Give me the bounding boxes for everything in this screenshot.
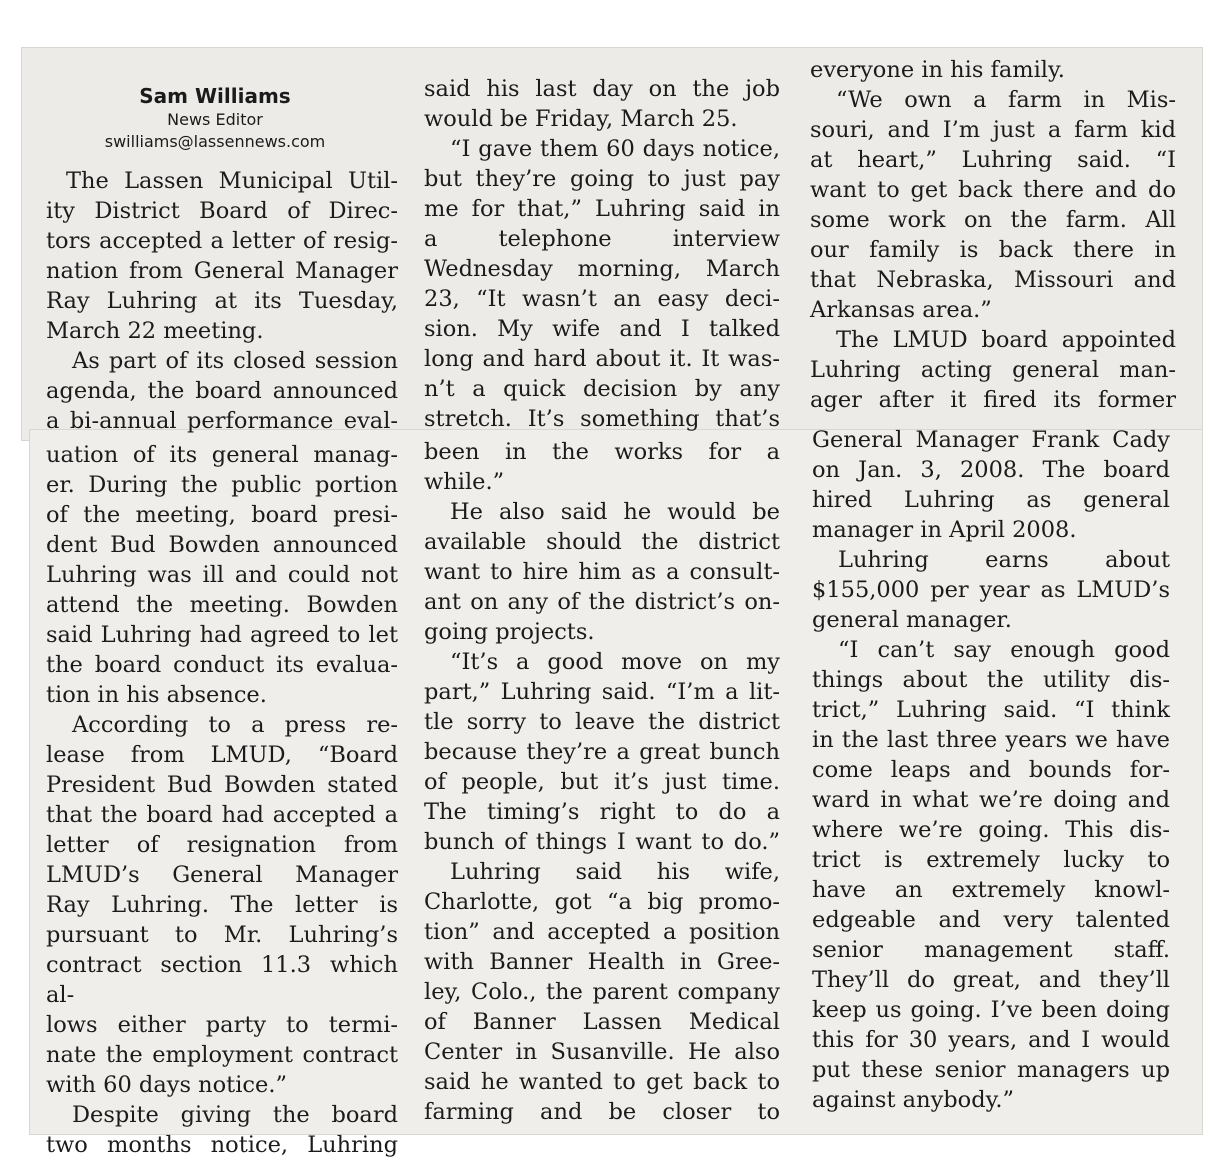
text-line: me for that,” Luhring said in — [424, 196, 780, 222]
text-line: General Manager Frank Cady — [812, 427, 1170, 453]
text-line: dent Bud Bowden announced — [46, 532, 398, 558]
text-line: President Bud Bowden stated — [46, 772, 398, 798]
text-line: March 22 meeting. — [46, 318, 264, 344]
text-line: keep us going. I’ve been doing — [812, 997, 1170, 1023]
column-1-bottom — [46, 440, 398, 1160]
text-line: of Banner Lassen Medical — [424, 1009, 780, 1035]
text-line: Despite giving the board — [72, 1102, 398, 1128]
text-line: ager after it fired its former — [810, 387, 1176, 413]
text-line: would be Friday, March 25. — [424, 106, 738, 132]
byline — [90, 83, 340, 153]
text-line: general manager. — [812, 607, 1012, 633]
text-line: tion in his absence. — [46, 682, 267, 708]
text-line: the board conduct its evalua- — [46, 652, 398, 678]
text-line: Luhring said his wife, — [450, 859, 780, 885]
text-line: said his last day on the job — [424, 76, 780, 102]
text-line: bunch of things I want to do.” — [424, 829, 780, 855]
column-1-top — [46, 166, 398, 436]
text-line: “I can’t say enough good — [838, 637, 1170, 663]
text-line: part,” Luhring said. “I’m a lit- — [424, 679, 780, 705]
text-line: want to hire him as a consult- — [424, 559, 780, 585]
text-line: ity District Board of Direc- — [46, 198, 398, 224]
text-line: “It’s a good move on my — [450, 649, 780, 675]
text-line: at heart,” Luhring said. “I — [810, 147, 1176, 173]
text-line: in the last three years we have — [812, 727, 1170, 753]
column-2-bottom — [424, 437, 780, 1127]
text-line: As part of its closed session — [72, 348, 398, 374]
column-3-bottom — [812, 425, 1170, 1115]
text-line: Luhring earns about — [838, 547, 1170, 573]
text-line: everyone in his family. — [810, 57, 1065, 83]
text-line: nation from General Manager — [46, 258, 398, 284]
text-line: uation of its general manag- — [46, 442, 398, 468]
text-line: going projects. — [424, 619, 595, 645]
text-line: Ray Luhring at its Tuesday, — [46, 288, 398, 314]
text-line: said he wanted to get back to — [424, 1069, 780, 1095]
text-line: Center in Susanville. He also — [424, 1039, 780, 1065]
text-line: a telephone interview — [424, 226, 780, 252]
text-line: He also said he would be — [450, 499, 780, 525]
text-line: tle sorry to leave the district — [424, 709, 780, 735]
text-line: They’ll do great, and they’ll — [812, 967, 1170, 993]
text-line: 23, “It wasn’t an easy deci- — [424, 286, 780, 312]
text-line: said Luhring had agreed to let — [46, 622, 398, 648]
text-line: The LMUD board appointed — [836, 327, 1176, 353]
text-line: been in the works for a — [424, 439, 780, 465]
text-line: ant on any of the district’s on- — [424, 589, 780, 615]
column-2-top — [424, 74, 780, 434]
column-3-top — [810, 55, 1176, 415]
text-line: Ray Luhring. The letter is — [46, 892, 398, 918]
text-line: Luhring was ill and could not — [46, 562, 398, 588]
text-line: against anybody.” — [812, 1087, 1015, 1113]
text-line: Charlotte, got “a big promo- — [424, 889, 780, 915]
text-line: ley, Colo., the parent company — [424, 979, 780, 1005]
text-line: “I gave them 60 days notice, — [450, 136, 780, 162]
text-line: some work on the farm. All — [810, 207, 1176, 233]
text-line: LMUD’s General Manager — [46, 862, 398, 888]
text-line: our family is back there in — [810, 237, 1176, 263]
text-line: that Nebraska, Missouri and — [810, 267, 1176, 293]
text-line: things about the utility dis- — [812, 667, 1170, 693]
text-line: trict,” Luhring said. “I think — [812, 697, 1170, 723]
text-line: but they’re going to just pay — [424, 166, 780, 192]
text-line: According to a press re- — [72, 712, 398, 738]
text-line: of the meeting, board presi- — [46, 502, 398, 528]
text-line: available should the district — [424, 529, 780, 555]
text-line: The timing’s right to do a — [424, 799, 780, 825]
text-line: senior management staff. — [812, 937, 1170, 963]
text-line: letter of resignation from — [46, 832, 398, 858]
text-line: with 60 days notice.” — [46, 1072, 287, 1098]
text-line: $155,000 per year as LMUD’s — [812, 577, 1170, 603]
text-line: hired Luhring as general — [812, 487, 1170, 513]
author-email: swilliams@lassennews.com — [104, 132, 326, 151]
text-line: er. During the public portion — [46, 472, 398, 498]
text-line: a bi-annual performance eval- — [46, 408, 398, 434]
text-line: pursuant to Mr. Luhring’s — [46, 922, 398, 948]
text-line: lease from LMUD, “Board — [46, 742, 398, 768]
text-line: on Jan. 3, 2008. The board — [812, 457, 1170, 483]
text-line: sion. My wife and I talked — [424, 316, 780, 342]
text-line: Luhring acting general man- — [810, 357, 1176, 383]
text-line: where we’re going. This dis- — [812, 817, 1170, 843]
text-line: want to get back there and do — [810, 177, 1176, 203]
text-line: manager in April 2008. — [812, 517, 1077, 543]
author-title: News Editor — [167, 110, 263, 129]
text-line: of people, but it’s just time. — [424, 769, 780, 795]
text-line: n’t a quick decision by any — [424, 376, 780, 402]
text-line: farming and be closer to — [424, 1099, 780, 1125]
text-line: put these senior managers up — [812, 1057, 1170, 1083]
text-line: stretch. It’s something that’s — [424, 406, 780, 432]
text-line: agenda, the board announced — [46, 378, 398, 404]
text-line: ward in what we’re doing and — [812, 787, 1170, 813]
text-line: because they’re a great bunch — [424, 739, 780, 765]
text-line: nate the employment contract — [46, 1042, 398, 1068]
text-line: contract section 11.3 which al- — [46, 952, 398, 1008]
text-line: The Lassen Municipal Util- — [66, 168, 398, 194]
text-line: lows either party to termi- — [46, 1012, 398, 1038]
text-line: edgeable and very talented — [812, 907, 1170, 933]
text-line: souri, and I’m just a farm kid — [810, 117, 1176, 143]
text-line: while.” — [424, 469, 505, 495]
text-line: have an extremely knowl- — [812, 877, 1170, 903]
text-line: attend the meeting. Bowden — [46, 592, 398, 618]
text-line: long and hard about it. It was- — [424, 346, 780, 372]
text-line: Arkansas area.” — [810, 297, 992, 323]
text-line: with Banner Health in Gree- — [424, 949, 780, 975]
text-line: come leaps and bounds for- — [812, 757, 1170, 783]
text-line: trict is extremely lucky to — [812, 847, 1170, 873]
text-line: Wednesday morning, March — [424, 256, 780, 282]
text-line: this for 30 years, and I would — [812, 1027, 1170, 1053]
text-line: two months notice, Luhring — [46, 1132, 398, 1158]
author-name: Sam Williams — [139, 84, 291, 108]
text-line: “We own a farm in Mis- — [836, 87, 1176, 113]
text-line: tion” and accepted a position — [424, 919, 780, 945]
text-line: that the board had accepted a — [46, 802, 398, 828]
text-line: tors accepted a letter of resig- — [46, 228, 398, 254]
